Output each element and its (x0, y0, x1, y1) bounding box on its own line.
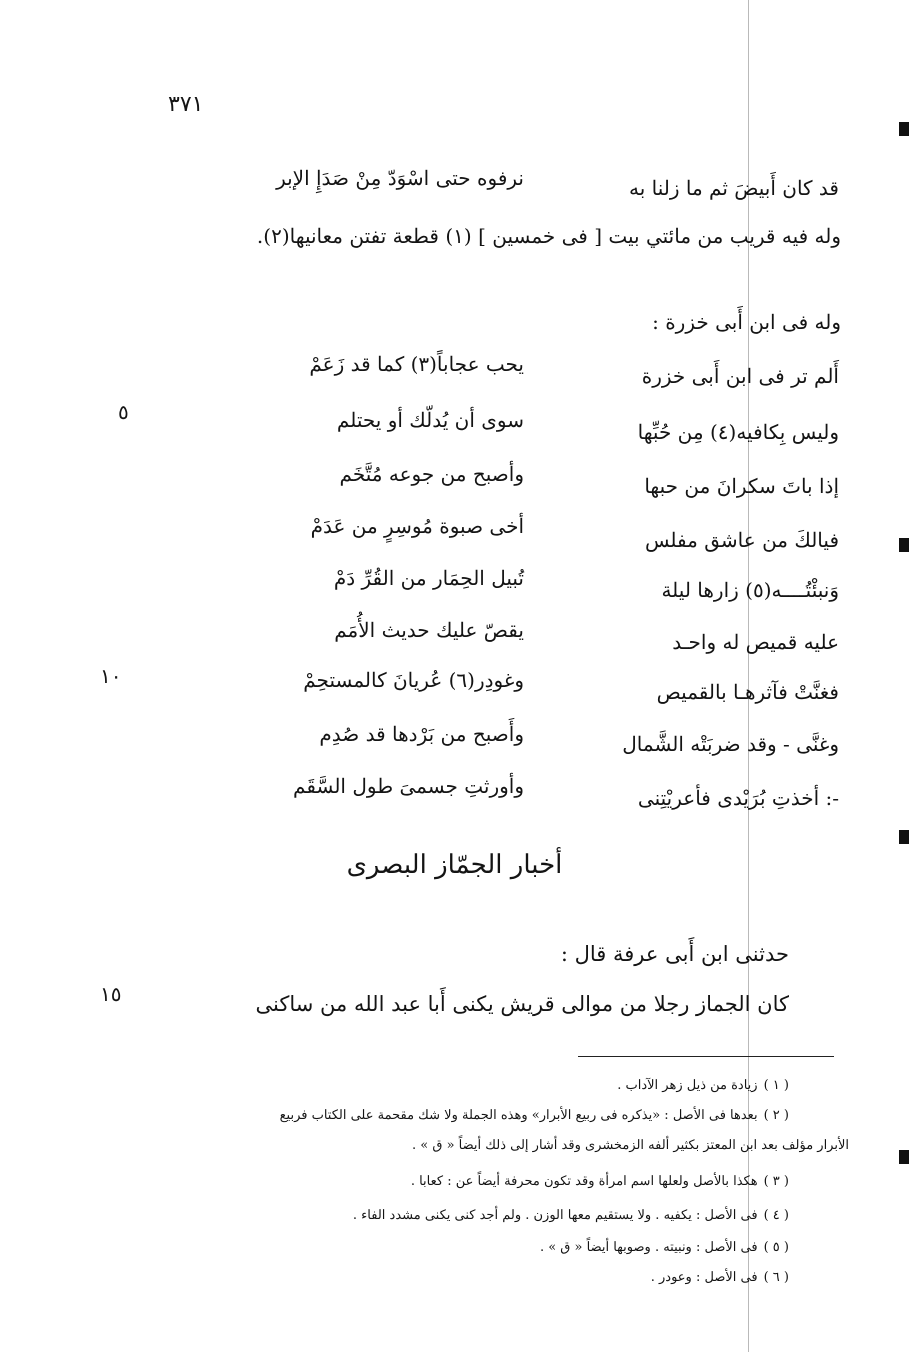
line-number-10: ١٠ (100, 664, 122, 688)
page-number: ٣٧١ (168, 92, 204, 117)
footnote-text: هكذا بالأصل ولعلها اسم امرأة وقد تكون محرفة أيضاً عن : كعابا . (410, 1174, 758, 1189)
footnote (40, 1078, 789, 1093)
verse-first-hemistich: وليس بِكافيه(٤) مِن حُبِّها (637, 420, 839, 444)
verse-first-hemistich: عليه قميص له واحـد (672, 630, 839, 654)
verse-second-hemistich: وأورثتِ جسمىَ طول السَّقَم (293, 774, 524, 798)
footnote (40, 1108, 789, 1123)
edge-mark (899, 538, 909, 552)
verse-second-hemistich: يحب عجاباً(٣) كما قد زَعَمْ (309, 352, 524, 376)
footnote (40, 1270, 789, 1285)
verse-second-hemistich: تُبيل الحِمَار من القُرِّ دَمْ (333, 566, 524, 590)
footnote-text: بعدها فى الأصل : «يذكره فى ربيع الأبرار» وهذه الجملة ولا شك مقحمة على الكتاب فربيع (279, 1108, 758, 1123)
footnote-number: ( ٢ ) (763, 1108, 789, 1123)
verse-first-hemistich: إذا باتَ سكرانَ من حبها (644, 474, 839, 498)
verse-first-hemistich: -: أخذتِ بُرَيْدى فأعريْتِنى (637, 786, 839, 810)
line-number-5: ٥ (118, 400, 129, 424)
intro-prose-line: وله فيه قريب من مائتي بيت [ فى خمسين ] (١) قطعة تفتن معانيها(٢). (256, 224, 841, 248)
edge-mark (899, 830, 909, 844)
body-line: حدثنى ابن أَبى عرفة قال : (560, 942, 789, 966)
footnote-number: ( ٦ ) (763, 1270, 789, 1285)
verse-first-hemistich: وَنبئْتُــــه(٥) زارها ليلة (661, 578, 839, 602)
verse-first-hemistich: فيالكَ من عاشق مفلس (644, 528, 839, 552)
footnote-number: ( ٥ ) (763, 1240, 789, 1255)
footnote-text: زيادة من ذيل زهر الآداب . (617, 1078, 758, 1093)
verse-second-hemistich: سوى أن يُدلّك أو يحتلم (336, 408, 524, 432)
footnote-number: ( ٤ ) (763, 1208, 789, 1223)
footnote-text: فى الأصل : يكفيه . ولا يستقيم معها الوزن . ولم أجد كنى يكنى مشدد الفاء . (352, 1208, 758, 1223)
footnote (40, 1208, 789, 1223)
verse-first-hemistich: وغنَّى - وقد ضربَتْه الشَّمال (622, 732, 839, 756)
verse-second-hemistich: أخى صبوة مُوسِرٍ من عَدَمْ (310, 514, 524, 538)
intro-verse-second-hemistich: نرفوه حتى اسْوَدّ مِنْ صَدَإِ الإبر (276, 166, 524, 190)
edge-mark (899, 1150, 909, 1164)
verse-second-hemistich: وأصبح من جوعه مُتَّخَم (339, 462, 524, 486)
edge-mark (899, 122, 909, 136)
line-number-15: ١٥ (100, 982, 122, 1006)
verse-second-hemistich: وأَصبح من بَرْدها قد صُدِم (319, 722, 524, 746)
verse-second-hemistich: يقصّ عليك حديث الأُمَم (334, 618, 524, 642)
verse-first-hemistich: فغنَّتْ فآثرهـا بالقميص (656, 680, 839, 704)
footnote-text: فى الأصل : وعودر . (650, 1270, 758, 1285)
poem-intro-line: وله فى ابن أَبى خزرة : (652, 310, 841, 334)
verse-second-hemistich: وغودِر(٦) عُريانَ كالمستحِمْ (303, 668, 524, 692)
footnote-text: الأبرار مؤلف بعد ابن المعتز بكثير ألفه الزمخشرى وقد أشار إلى ذلك أيضاً « ق » . (412, 1138, 849, 1153)
footnote (40, 1174, 789, 1189)
verse-first-hemistich: أَلم تر فى ابن أَبى خزرة (641, 364, 839, 388)
footnote-continuation (40, 1138, 849, 1153)
intro-verse-first-hemistich: قد كان أَبيضَ ثم ما زلنا به (628, 176, 839, 200)
body-line: كان الجماز رجلا من موالى قريش يكنى أَبا عبد الله من ساكنى (255, 992, 789, 1016)
footnote-text: فى الأصل : ونبيته . وصوبها أيضاً « ق » . (539, 1240, 758, 1255)
section-heading: أخبار الجمّاز البصرى (346, 850, 563, 880)
footnote-number: ( ٣ ) (763, 1174, 789, 1189)
footnote-separator (578, 1056, 834, 1057)
footnote-number: ( ١ ) (763, 1078, 789, 1093)
footnote (40, 1240, 789, 1255)
